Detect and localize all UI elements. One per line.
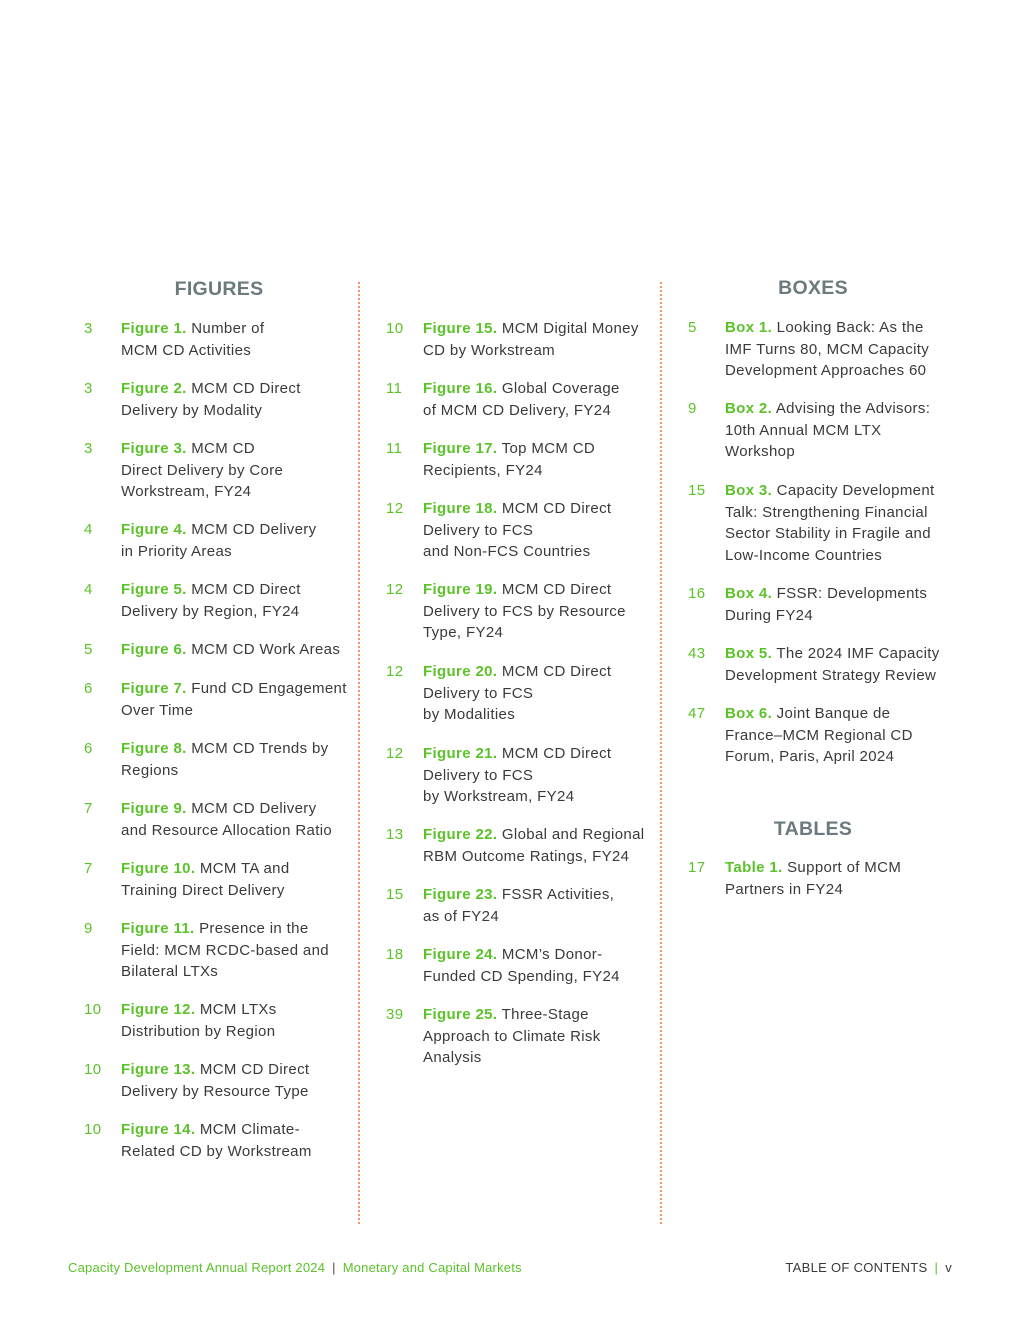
toc-page-number: 12 <box>386 663 404 680</box>
toc-entry-title: Global Coverage <box>501 380 620 397</box>
toc-entry-line <box>121 820 353 842</box>
toc-entry-line <box>725 703 957 725</box>
footer-report-title <box>68 1260 522 1275</box>
toc-entry-text <box>423 438 655 481</box>
toc-entry-line <box>121 940 353 962</box>
toc-entry-title: Field: MCM RCDC-based and <box>121 941 329 959</box>
toc-entry-line <box>725 665 957 687</box>
tables-heading: TABLES <box>773 818 853 840</box>
toc-entry-title: MCM CD Activities <box>121 341 252 359</box>
toc-entry-line <box>423 884 655 906</box>
toc-page-number: 11 <box>386 440 403 457</box>
toc-entry-line <box>725 643 957 665</box>
toc-entry-line <box>121 378 353 400</box>
toc-entry-title: RBM Outcome Ratings, FY24 <box>423 847 630 865</box>
toc-page-number: 4 <box>84 521 93 538</box>
toc-entry-line <box>423 1026 655 1048</box>
toc-page-number: 13 <box>386 826 404 843</box>
toc-entry-title: MCM CD Delivery <box>191 521 317 538</box>
toc-entry-title: Joint Banque de <box>776 705 891 722</box>
toc-entry-label: Figure 11. <box>121 920 195 937</box>
toc-page-number: 5 <box>84 641 93 658</box>
toc-page-number: 12 <box>386 581 404 598</box>
footer-section <box>785 1260 952 1275</box>
toc-page-number: 11 <box>386 380 403 397</box>
toc-entry-title: Global and Regional <box>501 826 645 843</box>
toc-entry-title: Delivery to FCS by Resource <box>423 602 626 620</box>
toc-entry-label: Box 1. <box>725 319 773 336</box>
toc-entry-title: Looking Back: As the <box>776 319 924 336</box>
toc-entry-text <box>121 378 353 421</box>
toc-entry-text <box>121 438 353 503</box>
toc-entry-line <box>423 601 655 623</box>
toc-entry-title: Workshop <box>725 443 796 461</box>
footer-separator: | <box>332 1260 336 1275</box>
toc-entry-line <box>423 460 655 482</box>
toc-entry-title: MCM’s Donor- <box>501 946 603 963</box>
toc-page-number: 10 <box>84 1061 102 1078</box>
toc-entry-title: of MCM CD Delivery, FY24 <box>423 401 612 419</box>
toc-entry-line <box>121 1081 353 1103</box>
toc-entry-title: Delivery to FCS <box>423 684 534 702</box>
toc-entry-text <box>725 583 957 626</box>
toc-entry-title: Partners in FY24 <box>725 880 844 898</box>
toc-entry-label: Figure 8. <box>121 740 187 757</box>
toc-entry-text <box>423 1004 655 1069</box>
toc-entry-title: Delivery by Resource Type <box>121 1082 309 1100</box>
toc-entry-title: During FY24 <box>725 606 814 624</box>
footer-page-number: v <box>945 1260 952 1275</box>
toc-entry-title: Delivery to FCS <box>423 521 534 539</box>
toc-entry-title: Capacity Development <box>776 482 935 499</box>
toc-entry-label: Figure 13. <box>121 1061 196 1078</box>
toc-entry-title: Sector Stability in Fragile and <box>725 525 931 543</box>
toc-entry-title: Regions <box>121 761 179 779</box>
toc-entry-label: Figure 21. <box>423 745 498 762</box>
toc-entry-line <box>423 704 655 726</box>
footer-report-name: Capacity Development Annual Report 2024 <box>68 1260 326 1275</box>
toc-page-number: 10 <box>84 1001 102 1018</box>
toc-page-number: 17 <box>688 859 706 876</box>
toc-entry-line <box>725 441 957 463</box>
toc-entry-line <box>725 398 957 420</box>
toc-entry-text <box>121 999 353 1042</box>
toc-page-number: 5 <box>688 319 697 336</box>
toc-entry-line <box>423 318 655 340</box>
toc-page-number: 16 <box>688 585 706 602</box>
column-divider <box>660 282 662 1224</box>
toc-entry-line <box>725 583 957 605</box>
toc-entry-line <box>423 520 655 542</box>
toc-entry-line <box>423 622 655 644</box>
toc-entry-title: MCM LTXs <box>199 1001 277 1018</box>
toc-entry-line <box>121 438 353 460</box>
toc-entry-label: Figure 6. <box>121 641 187 658</box>
toc-entry-text <box>121 678 353 721</box>
toc-entry-text <box>423 824 655 867</box>
footer-section-name: TABLE OF CONTENTS <box>785 1260 928 1275</box>
toc-entry-title: IMF Turns 80, MCM Capacity <box>725 340 930 358</box>
toc-page-number: 3 <box>84 320 93 337</box>
toc-entry-line <box>423 579 655 601</box>
toc-entry-title: Related CD by Workstream <box>121 1142 312 1160</box>
toc-entry-text <box>121 1059 353 1102</box>
toc-entry-line <box>121 880 353 902</box>
toc-entry-label: Figure 16. <box>423 380 498 397</box>
toc-entry-line <box>121 858 353 880</box>
toc-page-number: 10 <box>84 1121 102 1138</box>
toc-entry-title: Bilateral LTXs <box>121 963 219 981</box>
toc-entry-label: Figure 7. <box>121 680 187 697</box>
toc-entry-line <box>725 725 957 747</box>
toc-entry-title: The 2024 IMF Capacity <box>776 645 940 662</box>
toc-entry-label: Box 2. <box>725 400 773 417</box>
toc-entry-text <box>725 857 957 900</box>
toc-entry-title: by Workstream, FY24 <box>423 788 575 806</box>
toc-page-number: 7 <box>84 860 93 877</box>
toc-entry-title: MCM Digital Money <box>501 320 639 337</box>
toc-entry-line <box>121 961 353 983</box>
toc-entry-line <box>121 541 353 563</box>
toc-entry-line <box>121 700 353 722</box>
toc-entry-label: Figure 20. <box>423 663 498 680</box>
toc-entry-text <box>423 743 655 808</box>
toc-entry-text <box>121 858 353 901</box>
toc-entry-title: Talk: Strengthening Financial <box>725 503 928 521</box>
toc-entry-text <box>725 480 957 567</box>
toc-entry-text <box>121 639 353 661</box>
column-divider <box>358 282 360 1224</box>
toc-entry-line <box>121 798 353 820</box>
toc-entry-line <box>121 639 353 661</box>
toc-entry-line <box>423 906 655 928</box>
toc-entry-text <box>121 519 353 562</box>
toc-entry-text <box>423 661 655 726</box>
toc-entry-title: MCM CD Direct <box>501 581 612 598</box>
toc-entry-text <box>725 398 957 463</box>
toc-entry-text <box>725 317 957 382</box>
toc-entry-title: Support of MCM <box>787 859 902 876</box>
toc-page-number: 12 <box>386 745 404 762</box>
toc-entry-line <box>423 846 655 868</box>
toc-entry-title: 10th Annual MCM LTX <box>725 421 882 439</box>
toc-entry-title: Funded CD Spending, FY24 <box>423 967 620 985</box>
toc-entry-title: Analysis <box>423 1049 482 1067</box>
toc-page-number: 3 <box>84 440 93 457</box>
footer-separator: | <box>934 1260 939 1275</box>
toc-entry-title: Presence in the <box>199 920 309 937</box>
toc-entry-label: Figure 1. <box>121 320 187 337</box>
toc-entry-line <box>725 480 957 502</box>
toc-entry-text <box>121 798 353 841</box>
toc-entry-text <box>121 318 353 361</box>
toc-entry-label: Figure 3. <box>121 440 187 457</box>
toc-entry-title: Three-Stage <box>501 1006 589 1023</box>
toc-entry-label: Box 6. <box>725 705 773 722</box>
toc-entry-label: Figure 23. <box>423 886 498 903</box>
toc-entry-label: Figure 25. <box>423 1006 498 1023</box>
toc-page-number: 15 <box>688 482 706 499</box>
toc-entry-title: MCM CD Trends by <box>191 740 329 757</box>
toc-entry-title: Workstream, FY24 <box>121 483 252 501</box>
toc-entry-line <box>121 340 353 362</box>
toc-entry-title: CD by Workstream <box>423 341 556 359</box>
toc-entry-line <box>423 683 655 705</box>
toc-entry-line <box>725 502 957 524</box>
toc-entry-line <box>423 340 655 362</box>
toc-entry-label: Figure 24. <box>423 946 498 963</box>
toc-entry-title: Distribution by Region <box>121 1022 276 1040</box>
toc-entry-line <box>121 918 353 940</box>
toc-entry-label: Figure 12. <box>121 1001 196 1018</box>
toc-entry-line <box>121 1141 353 1163</box>
toc-entry-line <box>423 786 655 808</box>
toc-entry-line <box>423 1004 655 1026</box>
toc-entry-title: by Modalities <box>423 706 516 724</box>
toc-entry-label: Figure 5. <box>121 581 187 598</box>
toc-entry-line <box>423 498 655 520</box>
toc-entry-title: Forum, Paris, April 2024 <box>725 748 895 766</box>
toc-entry-title: MCM CD Direct <box>501 663 612 680</box>
toc-entry-line <box>725 746 957 768</box>
toc-entry-line <box>121 400 353 422</box>
toc-entry-line <box>423 1047 655 1069</box>
toc-entry-line <box>121 481 353 503</box>
toc-page-number: 18 <box>386 946 404 963</box>
toc-entry-title: and Non-FCS Countries <box>423 543 591 561</box>
toc-page-number: 3 <box>84 380 93 397</box>
toc-entry-label: Table 1. <box>725 859 783 876</box>
footer-department: Monetary and Capital Markets <box>342 1260 522 1275</box>
toc-entry-title: Development Strategy Review <box>725 666 937 684</box>
toc-page-number: 15 <box>386 886 404 903</box>
toc-page-number: 6 <box>84 680 93 697</box>
toc-entry-title: FSSR: Developments <box>776 585 928 602</box>
toc-entry-title: Delivery to FCS <box>423 766 534 784</box>
toc-entry-line <box>725 420 957 442</box>
toc-entry-line <box>423 378 655 400</box>
toc-entry-label: Figure 18. <box>423 500 498 517</box>
toc-entry-title: MCM Climate- <box>199 1121 300 1138</box>
toc-entry-line <box>121 738 353 760</box>
toc-entry-text <box>725 643 957 686</box>
toc-entry-line <box>423 400 655 422</box>
toc-entry-title: MCM CD Direct <box>501 500 612 517</box>
toc-entry-line <box>725 879 957 901</box>
toc-entry-label: Figure 19. <box>423 581 498 598</box>
toc-entry-text <box>121 918 353 983</box>
toc-entry-title: Recipients, FY24 <box>423 461 543 479</box>
toc-entry-line <box>423 944 655 966</box>
toc-entry-title: MCM CD Direct <box>501 745 612 762</box>
toc-entry-label: Figure 2. <box>121 380 187 397</box>
toc-entry-title: Advising the Advisors: <box>775 400 931 417</box>
toc-entry-title: FSSR Activities, <box>501 886 615 903</box>
toc-entry-line <box>725 545 957 567</box>
toc-entry-text <box>121 579 353 622</box>
toc-entry-line <box>121 579 353 601</box>
toc-entry-line <box>121 999 353 1021</box>
toc-entry-line <box>121 1021 353 1043</box>
toc-entry-title: MCM CD Direct <box>199 1061 310 1078</box>
toc-entry-title: Approach to Climate Risk <box>423 1027 601 1045</box>
toc-entry-title: MCM CD <box>191 440 255 457</box>
toc-entry-line <box>725 360 957 382</box>
toc-page-number: 4 <box>84 581 93 598</box>
toc-entry-line <box>423 541 655 563</box>
toc-entry-line <box>725 857 957 879</box>
toc-entry-label: Figure 9. <box>121 800 187 817</box>
toc-entry-line <box>121 1059 353 1081</box>
toc-page-number: 7 <box>84 800 93 817</box>
toc-entry-label: Figure 4. <box>121 521 187 538</box>
toc-entry-line <box>121 519 353 541</box>
toc-entry-label: Box 3. <box>725 482 773 499</box>
toc-entry-line <box>725 605 957 627</box>
toc-entry-title: MCM CD Direct <box>191 380 301 397</box>
toc-entry-label: Figure 10. <box>121 860 196 877</box>
toc-entry-title: Training Direct Delivery <box>121 881 285 899</box>
toc-entry-line <box>423 438 655 460</box>
toc-page-number: 43 <box>688 645 706 662</box>
toc-entry-title: Direct Delivery by Core <box>121 461 284 479</box>
toc-entry-title: in Priority Areas <box>121 542 232 560</box>
toc-entry-line <box>423 824 655 846</box>
toc-entry-line <box>121 760 353 782</box>
toc-entry-line <box>121 460 353 482</box>
toc-entry-text <box>423 884 655 927</box>
toc-entry-title: Delivery by Modality <box>121 401 263 419</box>
toc-entry-title: Top MCM CD <box>501 440 596 457</box>
toc-entry-line <box>423 743 655 765</box>
toc-page-number: 39 <box>386 1006 404 1023</box>
toc-entry-title: France–MCM Regional CD <box>725 726 913 744</box>
toc-entry-label: Box 5. <box>725 645 773 662</box>
toc-entry-line <box>725 523 957 545</box>
toc-page-number: 6 <box>84 740 93 757</box>
toc-entry-title: Fund CD Engagement <box>191 680 347 697</box>
toc-entry-line <box>121 318 353 340</box>
toc-entry-label: Figure 22. <box>423 826 498 843</box>
toc-entry-text <box>423 498 655 563</box>
toc-entry-text <box>121 1119 353 1162</box>
toc-page-number: 47 <box>688 705 706 722</box>
toc-entry-line <box>121 678 353 700</box>
boxes-heading: BOXES <box>778 277 848 299</box>
toc-entry-label: Figure 17. <box>423 440 498 457</box>
toc-page-number: 9 <box>84 920 93 937</box>
toc-entry-line <box>423 765 655 787</box>
toc-entry-title: Delivery by Region, FY24 <box>121 602 300 620</box>
toc-entry-title: Over Time <box>121 701 194 719</box>
toc-entry-line <box>121 601 353 623</box>
toc-entry-text <box>725 703 957 768</box>
toc-entry-title: MCM CD Direct <box>191 581 301 598</box>
toc-entry-title: MCM CD Delivery <box>191 800 317 817</box>
toc-entry-label: Figure 15. <box>423 320 498 337</box>
toc-entry-title: MCM CD Work Areas <box>191 641 341 658</box>
toc-entry-title: MCM TA and <box>199 860 290 877</box>
toc-entry-title: as of FY24 <box>423 907 500 925</box>
toc-entry-label: Figure 14. <box>121 1121 196 1138</box>
toc-entry-title: Low-Income Countries <box>725 547 883 565</box>
toc-entry-line <box>725 317 957 339</box>
toc-page-number: 9 <box>688 400 697 417</box>
toc-page-number: 12 <box>386 500 404 517</box>
toc-entry-text <box>423 378 655 421</box>
toc-entry-title: Development Approaches 60 <box>725 362 927 380</box>
toc-entry-title: and Resource Allocation Ratio <box>121 821 333 839</box>
toc-entry-line <box>121 1119 353 1141</box>
toc-entry-line <box>725 339 957 361</box>
toc-entry-text <box>121 738 353 781</box>
toc-page-number: 10 <box>386 320 404 337</box>
toc-entry-text <box>423 944 655 987</box>
toc-entry-line <box>423 661 655 683</box>
toc-entry-text <box>423 318 655 361</box>
toc-entry-title: Number of <box>191 320 265 337</box>
toc-entry-title: Type, FY24 <box>423 624 504 642</box>
toc-entry-line <box>423 966 655 988</box>
toc-entry-text <box>423 579 655 644</box>
figures-heading: FIGURES <box>174 278 264 300</box>
toc-entry-label: Box 4. <box>725 585 773 602</box>
